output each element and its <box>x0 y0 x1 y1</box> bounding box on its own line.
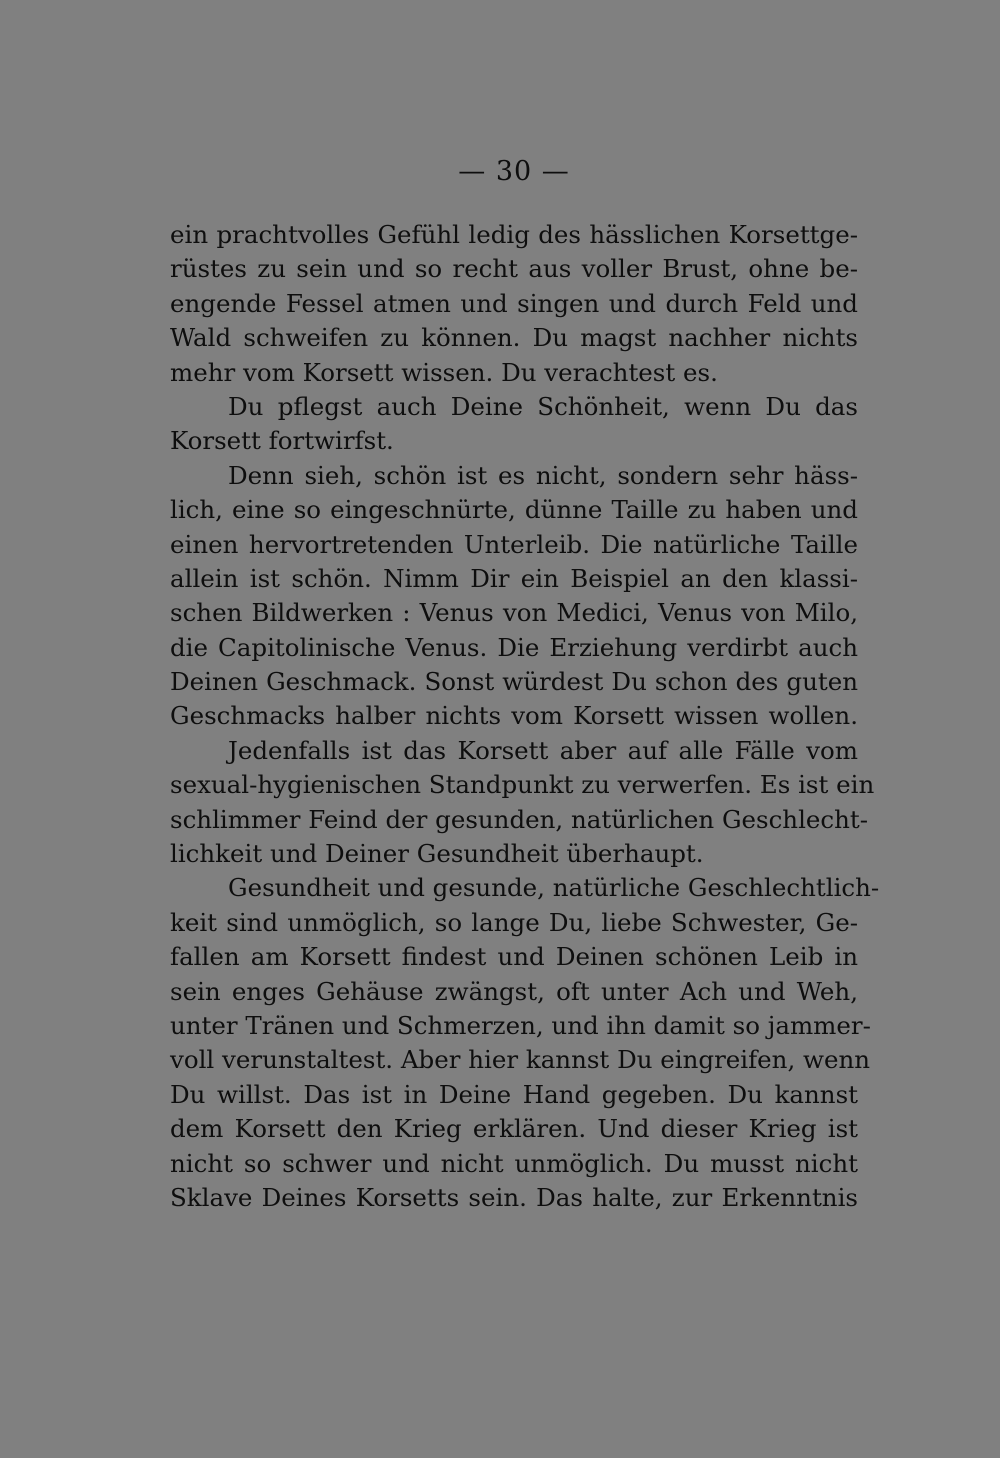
text-line: lichkeit und Deiner Gesundheit überhaupt. <box>170 839 704 869</box>
text-line: Korsett fortwirfst. <box>170 426 394 456</box>
text-line: Du willst. Das ist in Deine Hand gegeben. Du kannst <box>170 1079 858 1109</box>
text-line: lich, eine so eingeschnürte, dünne Taille zu haben und <box>170 495 858 525</box>
text-line: Denn sieh, schön ist es nicht, sondern sehr häss- <box>228 460 858 490</box>
text-line: Gesundheit und gesunde, natürliche Geschlechtlich- <box>228 873 880 903</box>
text-line: Du pflegst auch Deine Schönheit, wenn Du das <box>228 391 858 421</box>
text-line: Deinen Geschmack. Sonst würdest Du schon des guten <box>170 667 858 697</box>
text-line: allein ist schön. Nimm Dir ein Beispiel an den klassi- <box>170 563 858 593</box>
text-line: Wald schweifen zu können. Du magst nachher nichts <box>170 323 858 353</box>
text-line: engende Fessel atmen und singen und durch Feld und <box>170 288 858 318</box>
text-line: voll verunstaltest. Aber hier kannst Du eingreifen, wenn <box>170 1045 871 1075</box>
text-line: Jedenfalls ist das Korsett aber auf alle Fälle vom <box>228 735 858 765</box>
text-line: schlimmer Feind der gesunden, natürlichen Geschlecht- <box>170 804 869 834</box>
page-number: — 30 — <box>458 156 570 187</box>
text-line: dem Korsett den Krieg erklären. Und dieser Krieg ist <box>170 1114 858 1144</box>
text-line: einen hervortretenden Unterleib. Die natürliche Taille <box>170 529 858 559</box>
text-line: ein prachtvolles Gefühl ledig des hässlichen Korsettge- <box>170 220 858 249</box>
text-line: mehr vom Korsett wissen. Du verachtest es. <box>170 357 718 387</box>
text-line: schen Bildwerken : Venus von Medici, Venus von Milo, <box>170 598 858 628</box>
text-line: fallen am Korsett findest und Deinen schönen Leib in <box>170 942 858 972</box>
text-line: unter Tränen und Schmerzen, und ihn damit so jammer- <box>170 1010 871 1040</box>
text-line: sein enges Gehäuse zwängst, oft unter Ach und Weh, <box>170 976 858 1006</box>
text-line: Geschmacks halber nichts vom Korsett wissen wollen. <box>170 701 858 731</box>
text-line: keit sind unmöglich, so lange Du, liebe Schwester, Ge- <box>170 907 858 937</box>
text-line: die Capitolinische Venus. Die Erziehung verdirbt auch <box>170 632 858 662</box>
body-text <box>170 218 880 1215</box>
text-line: Sklave Deines Korsetts sein. Das halte, zur Erkenntnis <box>170 1182 858 1212</box>
text-line: rüstes zu sein und so recht aus voller Brust, ohne be- <box>170 254 858 284</box>
text-line: sexual-hygienischen Standpunkt zu verwerfen. Es ist ein <box>170 770 875 800</box>
text-line: nicht so schwer und nicht unmöglich. Du musst nicht <box>170 1148 858 1178</box>
